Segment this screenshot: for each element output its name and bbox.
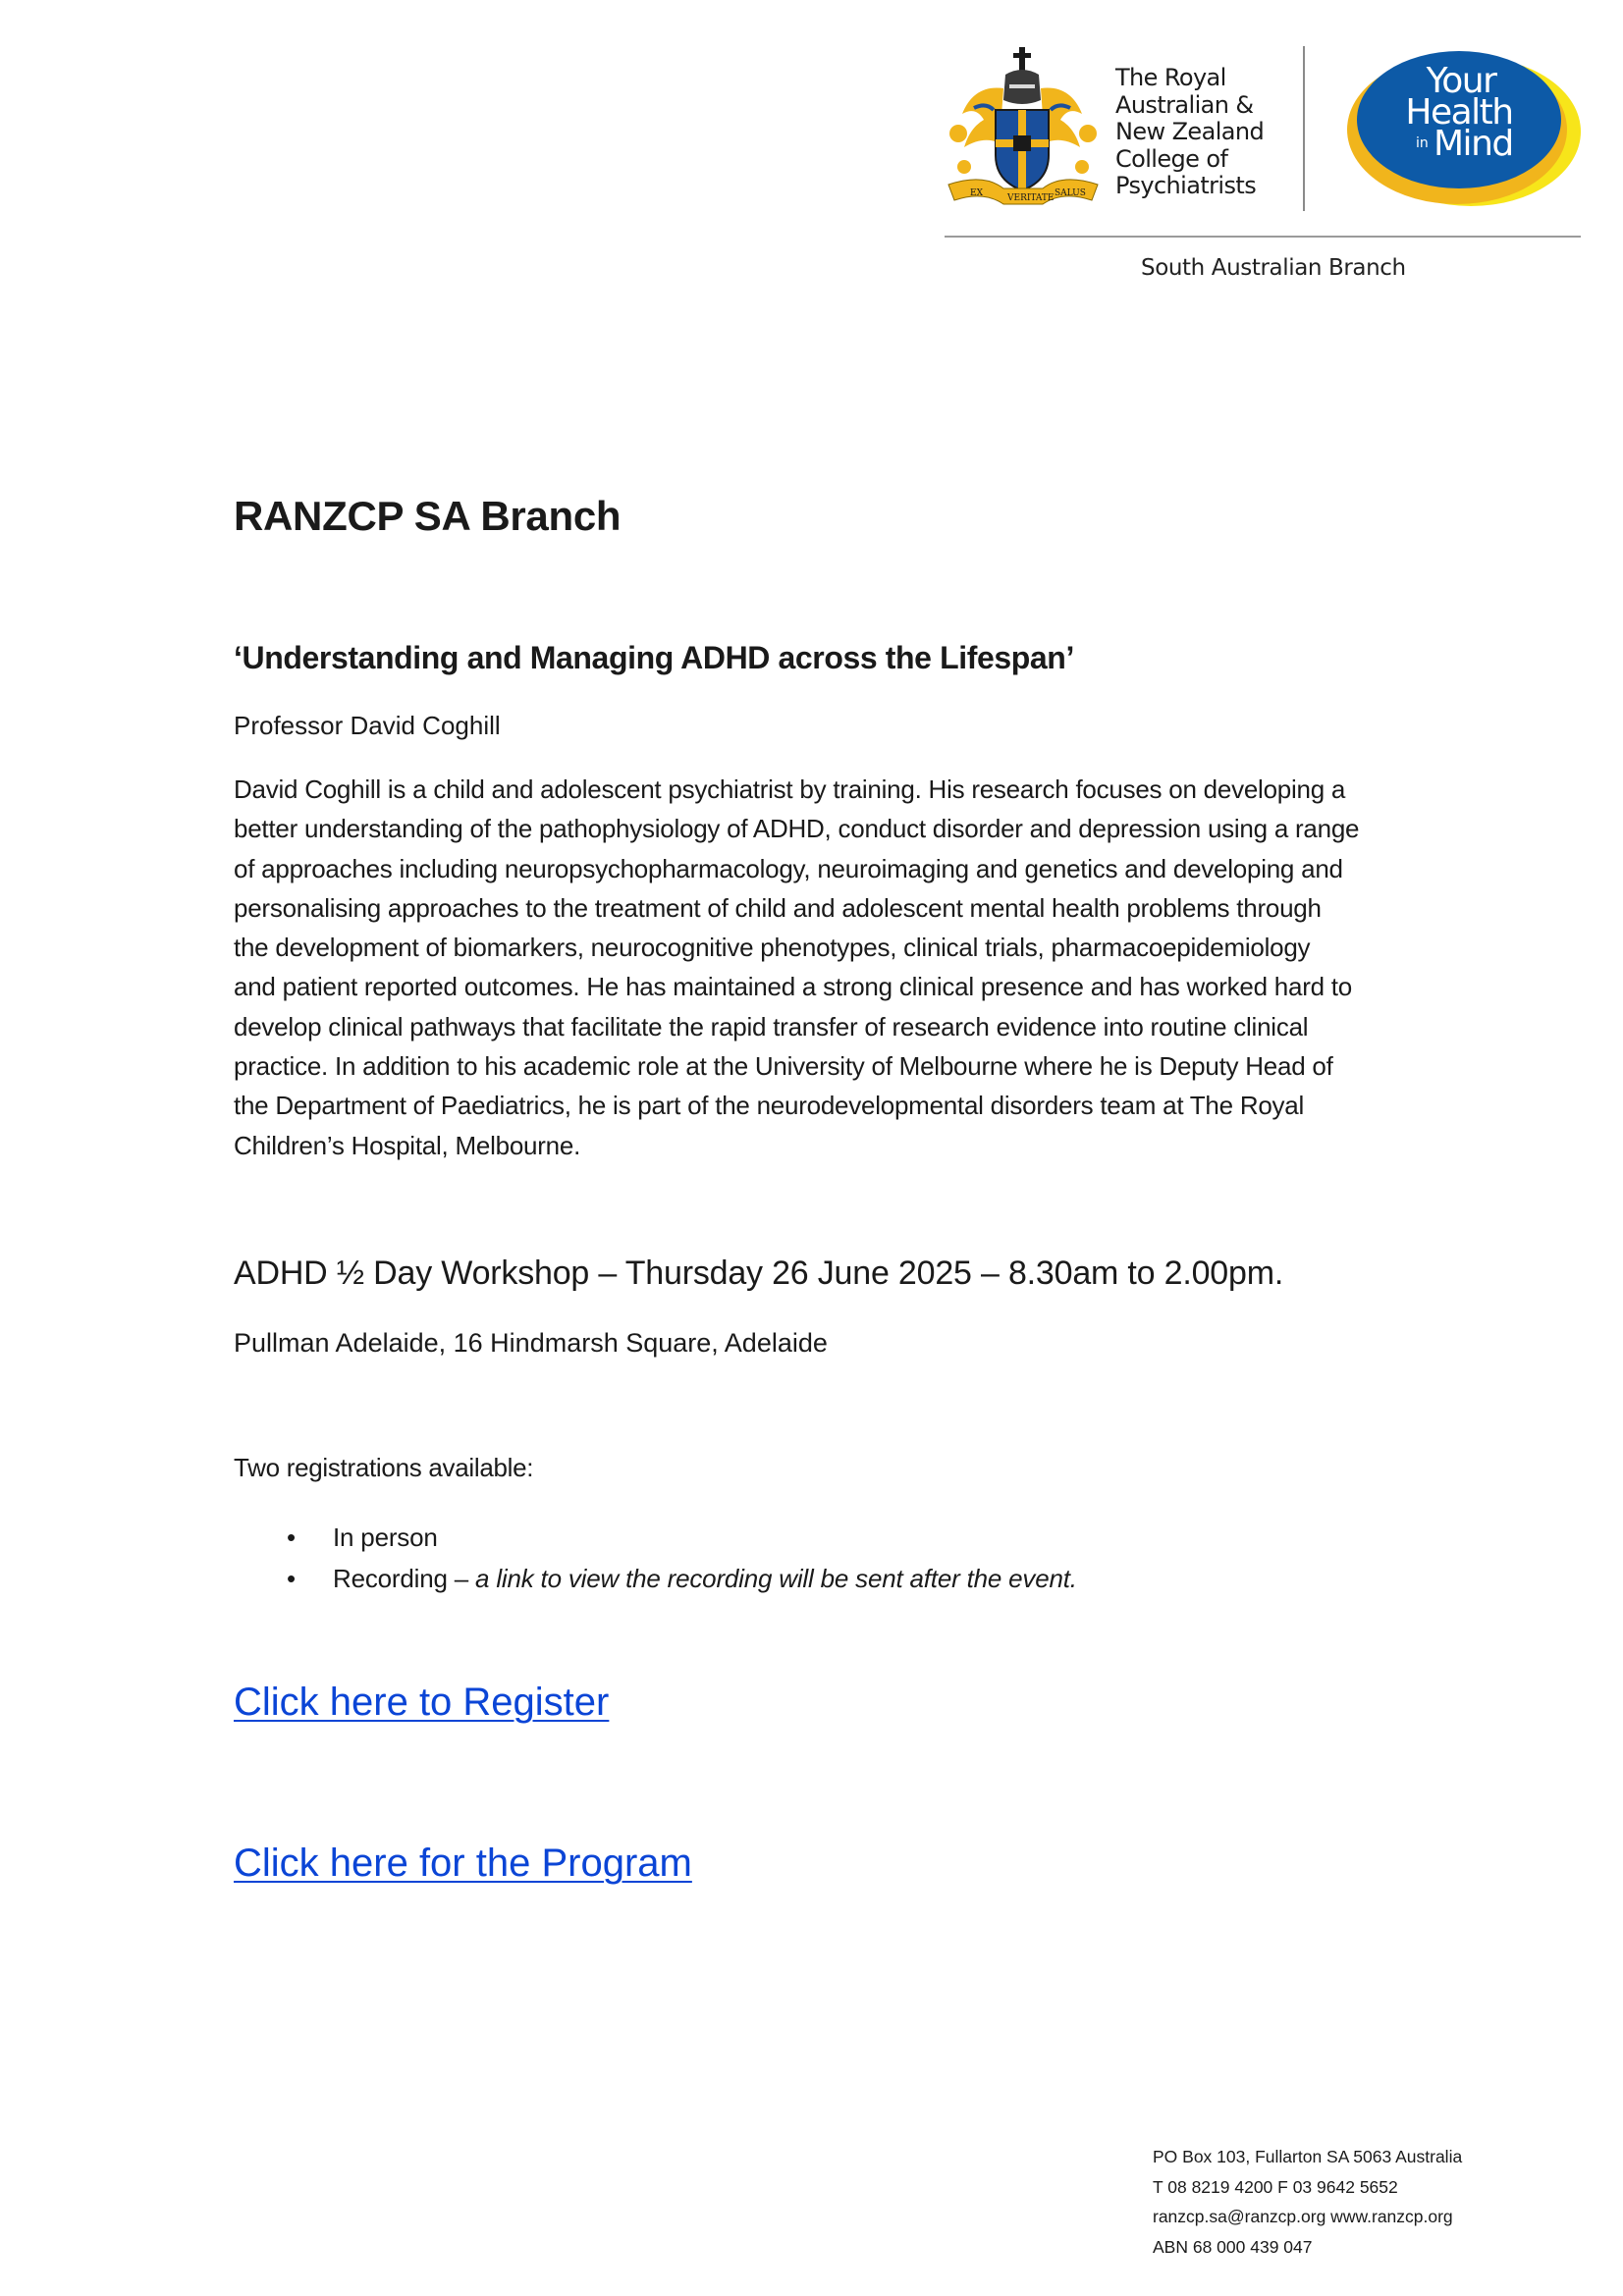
header-rule xyxy=(945,236,1581,238)
footer-abn: ABN 68 000 439 047 xyxy=(1153,2236,1313,2257)
logo-word-your: Your xyxy=(1426,61,1496,101)
workshop-details: ADHD ½ Day Workshop – Thursday 26 June 2025 – 8.30am to 2.00pm. xyxy=(234,1255,1284,1292)
registrations-intro: Two registrations available: xyxy=(234,1453,534,1482)
logo-word-in: in xyxy=(1416,135,1429,151)
bio-line: better understanding of the pathophysiology of ADHD, conduct disorder and depression using a range xyxy=(234,814,1360,844)
bio-line: practice. In addition to his academic role at the University of Melbourne where he is Deputy Head of xyxy=(234,1051,1333,1082)
college-name-line: Australian & xyxy=(1115,90,1254,119)
bullet-icon: • xyxy=(287,1564,296,1593)
footer-phone-fax: T 08 8219 4200 F 03 9642 5652 xyxy=(1153,2176,1398,2197)
speaker-name: Professor David Coghill xyxy=(234,711,501,740)
logo-word-mind: Mind xyxy=(1434,124,1513,164)
bio-line: personalising approaches to the treatment of child and adolescent mental health problems through xyxy=(234,892,1322,923)
registration-label: Recording – xyxy=(333,1564,476,1593)
venue: Pullman Adelaide, 16 Hindmarsh Square, Adelaide xyxy=(234,1328,828,1358)
event-title: ‘Understanding and Managing ADHD across the Lifespan’ xyxy=(234,640,1074,675)
crest-motto-salus: SALUS xyxy=(1055,188,1086,198)
bio-line: Children’s Hospital, Melbourne. xyxy=(234,1130,581,1160)
logo-word-health: Health xyxy=(1405,92,1513,133)
bio-line: develop clinical pathways that facilitate the rapid transfer of research evidence into routine clinical xyxy=(234,1011,1309,1041)
college-name-line: The Royal xyxy=(1115,64,1226,91)
program-link[interactable]: Click here for the Program xyxy=(234,1842,692,1885)
list-item xyxy=(234,1517,1077,1558)
register-link[interactable]: Click here to Register xyxy=(234,1681,610,1724)
your-health-in-mind-logo xyxy=(1335,41,1585,214)
college-name xyxy=(1115,65,1302,200)
crest-motto-veritate: VERITATE xyxy=(1007,193,1055,203)
page-title: RANZCP SA Branch xyxy=(234,493,622,539)
bio-line: the Department of Paediatrics, he is part of the neurodevelopmental disorders team at The Royal xyxy=(234,1091,1305,1121)
speaker-bio xyxy=(234,770,1500,1165)
footer-email-web: ranzcp.sa@ranzcp.org www.ranzcp.org xyxy=(1153,2207,1453,2226)
registration-label: In person xyxy=(333,1522,438,1552)
branch-label: South Australian Branch xyxy=(1141,255,1406,281)
list-item xyxy=(234,1558,1077,1599)
crest-motto-ex: EX xyxy=(970,188,983,198)
registration-note: a link to view the recording will be sent after the event. xyxy=(475,1564,1077,1593)
header-divider xyxy=(1303,46,1305,211)
footer-address: PO Box 103, Fullarton SA 5063 Australia xyxy=(1153,2147,1463,2166)
college-crest-logo xyxy=(945,45,1102,214)
college-name-line: College of xyxy=(1115,144,1228,173)
bio-line: the development of biomarkers, neurocognitive phenotypes, clinical trials, pharmacoepidemiology xyxy=(234,933,1311,963)
registrations-list xyxy=(234,1517,1077,1599)
college-name-line: New Zealand xyxy=(1115,118,1265,145)
bio-line: David Coghill is a child and adolescent psychiatrist by training. His research focuses on developing a xyxy=(234,774,1346,804)
bio-line: and patient reported outcomes. He has maintained a strong clinical presence and has worked hard to xyxy=(234,972,1352,1002)
footer-contact xyxy=(1153,2142,1462,2262)
bullet-icon: • xyxy=(287,1522,296,1552)
college-name-line: Psychiatrists xyxy=(1115,172,1257,199)
bio-line: of approaches including neuropsychopharmacology, neuroimaging and genetics and developing and xyxy=(234,853,1343,883)
